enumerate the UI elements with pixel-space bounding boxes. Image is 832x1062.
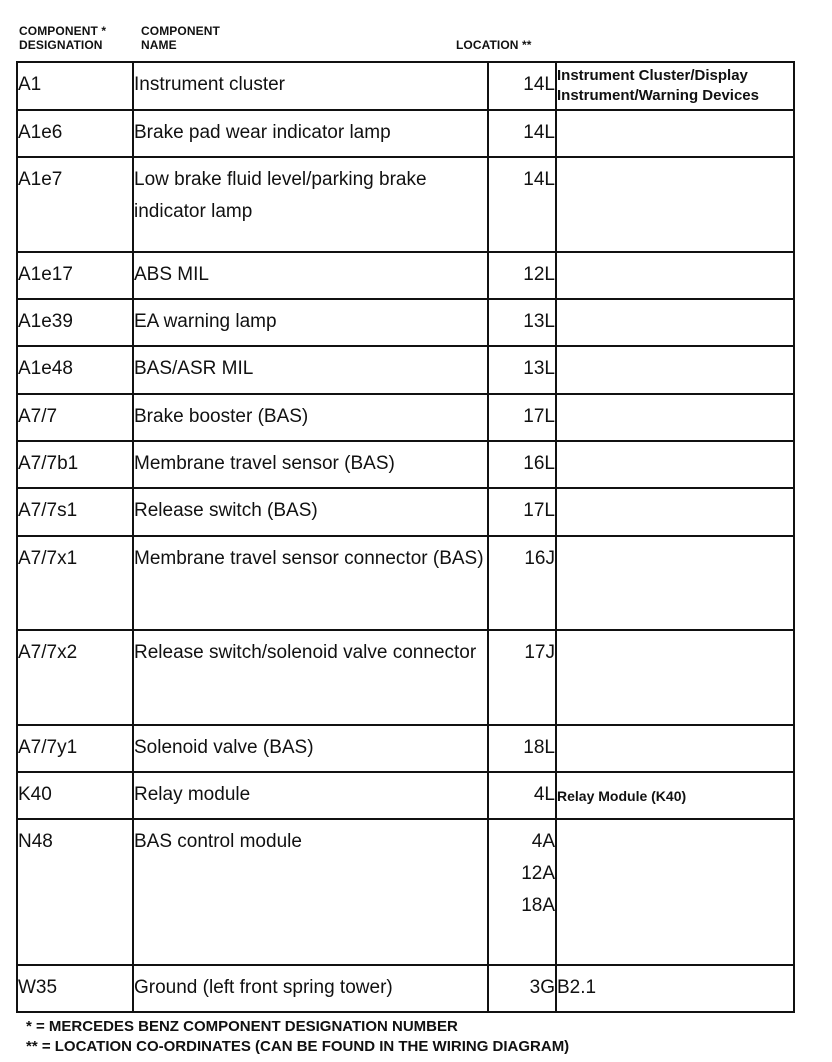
name-text: Solenoid valve (BAS) <box>134 737 314 758</box>
location-cell <box>488 110 556 157</box>
note-cell <box>556 630 794 725</box>
name-text: BAS control module <box>134 831 302 852</box>
name-text: Instrument cluster <box>134 74 285 95</box>
table-row <box>17 346 794 394</box>
table-row <box>17 819 794 965</box>
location-text: 17L <box>523 500 555 521</box>
name-text: Ground (left front spring tower) <box>134 977 393 998</box>
designation-column-header: COMPONENT * DESIGNATION <box>19 24 107 52</box>
name-cell <box>133 441 488 488</box>
location-text: 3G <box>529 977 555 998</box>
location-cell <box>488 488 556 536</box>
note-cell <box>556 110 794 157</box>
note-text <box>557 111 793 117</box>
name-cell <box>133 157 488 252</box>
designation-text: A1e17 <box>18 264 73 285</box>
name-cell <box>133 252 488 299</box>
table-row <box>17 441 794 488</box>
designation-cell <box>17 772 133 819</box>
note-cell <box>556 157 794 252</box>
location-text: 13L <box>523 311 555 332</box>
location-cell <box>488 394 556 441</box>
designation-cell <box>17 346 133 394</box>
table-row <box>17 252 794 299</box>
note-text <box>557 347 793 353</box>
note-cell <box>556 536 794 630</box>
designation-cell <box>17 110 133 157</box>
note-text <box>557 631 793 637</box>
designation-cell <box>17 252 133 299</box>
designation-cell <box>17 819 133 965</box>
table-row <box>17 725 794 772</box>
location-text: 17L <box>523 406 555 427</box>
name-cell <box>133 725 488 772</box>
designation-text: A1 <box>18 74 42 95</box>
note-cell <box>556 772 794 819</box>
designation-cell <box>17 965 133 1012</box>
component-table <box>16 61 795 1013</box>
footnote-designation: * = MERCEDES BENZ COMPONENT DESIGNATION NUMBER <box>26 1018 458 1035</box>
name-cell <box>133 488 488 536</box>
location-cell <box>488 819 556 965</box>
name-text: Brake pad wear indicator lamp <box>134 122 391 143</box>
designation-text: A7/7b1 <box>18 453 79 474</box>
note-cell <box>556 819 794 965</box>
location-cell <box>488 252 556 299</box>
location-text: 14L <box>523 74 555 95</box>
note-text <box>557 442 793 448</box>
note-text: B2.1 <box>557 977 597 998</box>
note-cell <box>556 488 794 536</box>
location-cell <box>488 725 556 772</box>
name-cell <box>133 62 488 110</box>
name-column-header: COMPONENT NAME <box>141 24 220 52</box>
table-row <box>17 110 794 157</box>
location-cell <box>488 536 556 630</box>
component-table-body <box>17 62 794 1012</box>
note-text <box>557 158 793 164</box>
table-row <box>17 965 794 1012</box>
designation-text: A1e6 <box>18 122 63 143</box>
name-text: Relay module <box>134 784 251 805</box>
designation-text: N48 <box>18 831 53 852</box>
designation-cell <box>17 157 133 252</box>
note-cell <box>556 725 794 772</box>
footnote-location: ** = LOCATION CO-ORDINATES (CAN BE FOUND IN THE WIRING DIAGRAM) <box>26 1038 570 1055</box>
name-text: Membrane travel sensor connector (BAS) <box>134 548 484 569</box>
location-text: 13L <box>523 358 555 379</box>
name-cell <box>133 394 488 441</box>
note-cell <box>556 62 794 110</box>
note-cell <box>556 441 794 488</box>
table-row <box>17 62 794 110</box>
designation-text: A7/7y1 <box>18 737 78 758</box>
table-row <box>17 299 794 346</box>
note-text <box>557 726 793 732</box>
note-cell <box>556 394 794 441</box>
location-text: 18A <box>521 895 555 916</box>
designation-text: A7/7x1 <box>18 548 78 569</box>
name-text: EA warning lamp <box>134 311 277 332</box>
name-text: BAS/ASR MIL <box>134 358 254 379</box>
designation-cell <box>17 630 133 725</box>
location-text: 14L <box>523 169 555 190</box>
designation-text: A1e39 <box>18 311 73 332</box>
location-cell <box>488 441 556 488</box>
note-text <box>557 395 793 401</box>
name-cell <box>133 299 488 346</box>
location-column-header: LOCATION ** <box>456 38 532 52</box>
location-text: 4L <box>533 784 555 805</box>
location-cell <box>488 346 556 394</box>
location-text: 17J <box>524 642 555 663</box>
note-text: Relay Module (K40) <box>557 788 687 804</box>
location-cell <box>488 157 556 252</box>
designation-text: A7/7 <box>18 406 58 427</box>
name-cell <box>133 630 488 725</box>
note-cell <box>556 965 794 1012</box>
table-row <box>17 536 794 630</box>
designation-text: A7/7s1 <box>18 500 78 521</box>
note-cell <box>556 299 794 346</box>
designation-cell <box>17 488 133 536</box>
location-text: 16L <box>523 453 555 474</box>
name-cell <box>133 536 488 630</box>
note-text <box>557 820 793 826</box>
name-text: ABS MIL <box>134 264 209 285</box>
designation-text: A1e48 <box>18 358 73 379</box>
designation-text: A7/7x2 <box>18 642 78 663</box>
name-cell <box>133 772 488 819</box>
name-text: Brake booster (BAS) <box>134 406 309 427</box>
note-text <box>557 300 793 306</box>
location-cell <box>488 965 556 1012</box>
name-text: Membrane travel sensor (BAS) <box>134 453 395 474</box>
location-cell <box>488 630 556 725</box>
table-row <box>17 488 794 536</box>
designation-cell <box>17 725 133 772</box>
name-text: Release switch/solenoid valve connector <box>134 642 477 663</box>
table-row <box>17 630 794 725</box>
designation-text: K40 <box>18 784 52 805</box>
name-text: Low brake fluid level/parking brake indicator lamp <box>134 169 427 222</box>
note-cell <box>556 252 794 299</box>
location-text: 4A <box>531 831 555 852</box>
name-text: Release switch (BAS) <box>134 500 318 521</box>
table-row <box>17 157 794 252</box>
location-cell <box>488 62 556 110</box>
designation-cell <box>17 441 133 488</box>
table-row <box>17 394 794 441</box>
designation-cell <box>17 299 133 346</box>
name-cell <box>133 965 488 1012</box>
table-row <box>17 772 794 819</box>
location-text: 16J <box>524 548 555 569</box>
designation-cell <box>17 394 133 441</box>
designation-cell <box>17 62 133 110</box>
designation-text: A1e7 <box>18 169 63 190</box>
location-cell <box>488 772 556 819</box>
note-text: Instrument Cluster/Display Instrument/Warning Devices <box>557 67 759 104</box>
name-cell <box>133 346 488 394</box>
location-cell <box>488 299 556 346</box>
note-text <box>557 537 793 543</box>
designation-text: W35 <box>18 977 58 998</box>
note-cell <box>556 346 794 394</box>
name-cell <box>133 110 488 157</box>
location-text: 18L <box>523 737 555 758</box>
designation-cell <box>17 536 133 630</box>
location-text: 14L <box>523 122 555 143</box>
location-text: 12A <box>521 863 555 884</box>
location-text: 12L <box>523 264 555 285</box>
note-text <box>557 489 793 495</box>
note-text <box>557 253 793 259</box>
name-cell <box>133 819 488 965</box>
